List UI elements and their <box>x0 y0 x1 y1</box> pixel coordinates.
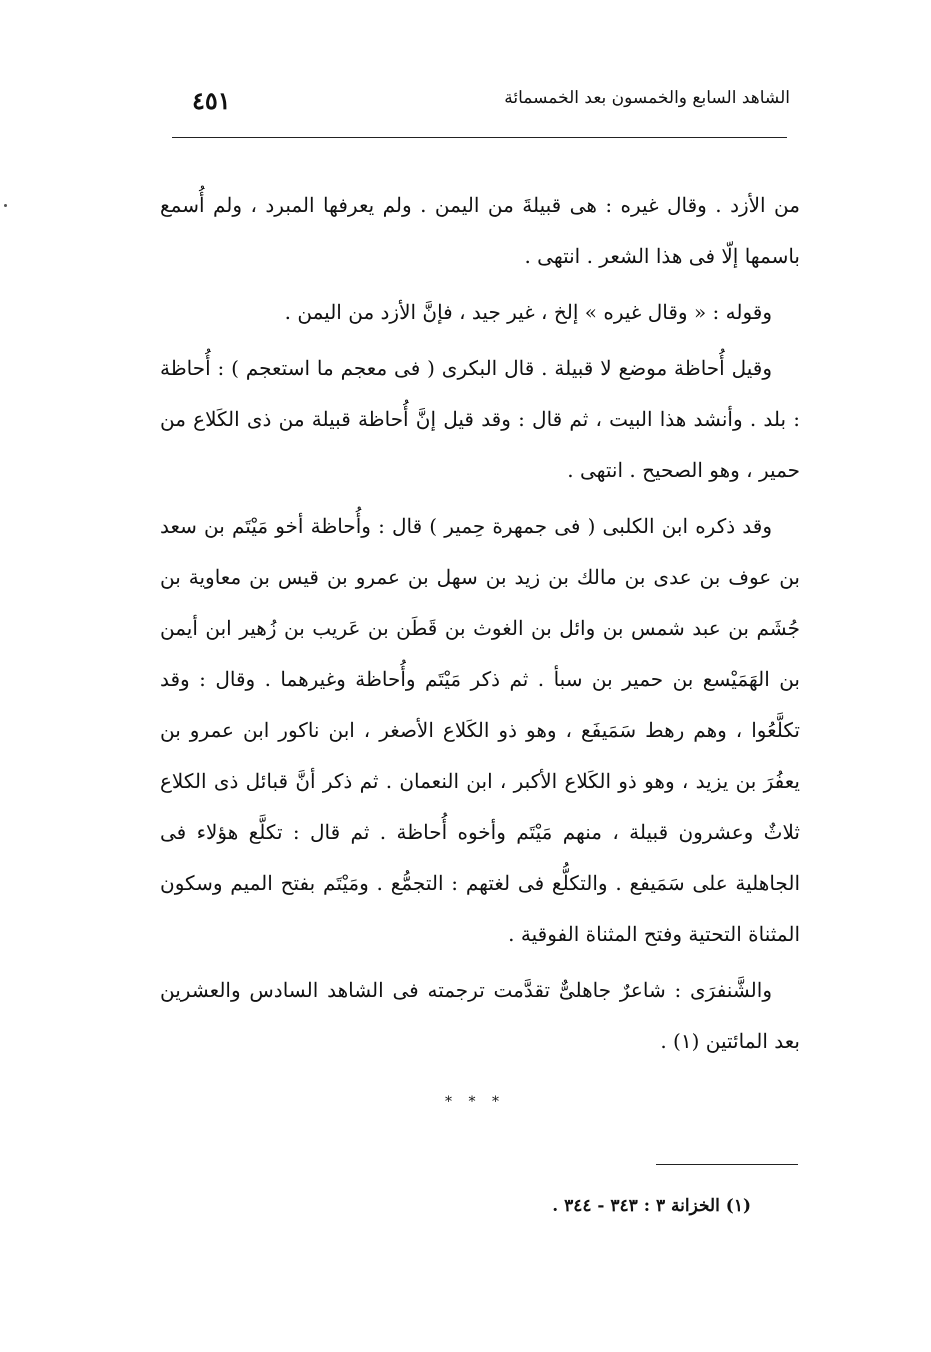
running-title: الشاهد السابع والخمسون بعد الخمسمائة <box>504 88 790 108</box>
paragraph: وقوله : « وقال غيره » إلخ ، غير جيد ، فإنَّ الأزد من اليمن . <box>284 300 772 324</box>
page-header <box>170 86 790 120</box>
paragraph: من الأزد . وقال غيره : هى قبيلةَ من اليمن . ولم يعرفها المبرد ، ولم أُسمع باسمها إلّا فى هذا الشعر . انتهى . <box>160 193 800 268</box>
body-text <box>160 180 800 1072</box>
page-number: ٤٥١ <box>192 86 231 115</box>
paragraph: وقيل أُحاظة موضع لا قبيلة . قال البكرى ( فى معجم ما استعجم ) : أُحاظة : بلد . وأنشد هذا البيت ، ثم قال : وقد قيل إنَّ أُحاظة قبيلة من ذى الكَلاع من حمير ، وهو الصحيح . انتهى . <box>160 356 800 482</box>
footnote-rule <box>656 1164 798 1165</box>
header-rule <box>172 137 787 138</box>
footnote: (١) الخزانة ٣ : ٣٤٣ - ٣٤٤ . <box>552 1196 751 1216</box>
section-separator: * * * <box>445 1094 505 1110</box>
paragraph: والشَّنفرَى : شاعرٌ جاهلىٌّ تقدَّمت ترجمته فى الشاهد السادس والعشرين بعد المائتين (١) . <box>160 978 800 1053</box>
scan-speck <box>4 204 7 207</box>
paragraph: وقد ذكره ابن الكلبى ( فى جمهرة حِمير ) قال : وأُحاظة أخو مَيْتَم بن سعد بن عوف بن عدى بن مالك بن زيد بن سهل بن عمرو بن قيس بن معاوية بن جُشَم بن عبد شمس بن وائل بن الغوث بن قَطَن بن عَريب بن زُهير ابن أيمن بن الهَمَيْسع بن حمير بن سبأ . ثم ذكر مَيْتَم وأُحاظة وغيرهما . وقال : وقد تكلَّعُوا ، وهم رهط سَمَيفَع ، وهو ذو الكَلاع الأصغر ، ابن ناكور ابن عمرو بن يعفُرَ بن يزيد ، وهو ذو الكَلاع الأكبر ، ابن النعمان . ثم ذكر أنَّ قبائل ذى الكلاع ثلاثٌ وعشرون قبيلة ، منهم مَيْتَم وأخوه أُحاظة . ثم قال : تكلَّع هؤلاء فى الجاهلية على سَمَيفع . والتكلُّع فى لغتهم : التجمُّع . ومَيْتَم بفتح الميم وسكون المثناة التحتية وفتح المثناة الفوقية . <box>160 514 800 946</box>
